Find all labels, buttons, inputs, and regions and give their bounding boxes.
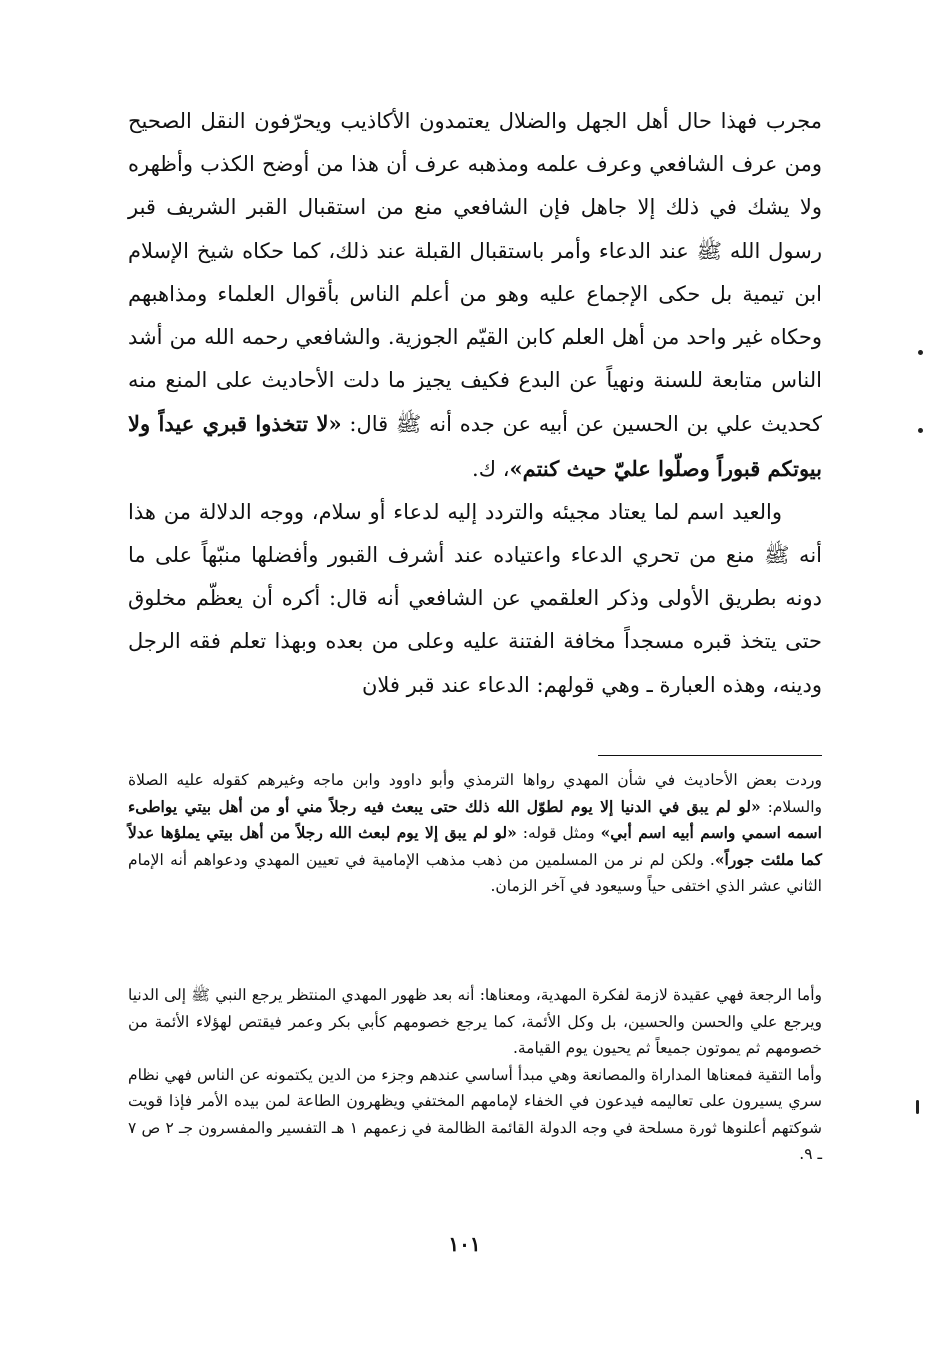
footnote-1-paragraph — [128, 767, 822, 900]
footnote-2-paragraph-1: وأما الرجعة فهي عقيدة لازمة لفكرة المهدية، ومعناها: أنه بعد ظهور المهدي المنتظر يرجع النبي ﷺ إلى الدنيا ويرجع علي والحسن والحسين، بل وكل الأئمة، كما يرجع خصومهم كأبي بكر وعمر فيقتص لهؤلاء الأئمة من خصومهم ثم يموتون جميعاً ثم يحيون يوم القيامة. — [128, 986, 822, 1057]
footnote-1 — [128, 767, 822, 900]
footnote-1-quote-2: «لو لم يبق إلا يوم لبعث الله رجلاً من أهل بيتي يملؤها عدلاً كما ملئت جوراً» — [128, 823, 822, 869]
scan-speck — [918, 428, 923, 433]
footnote-2 — [128, 982, 822, 1168]
footnote-2-paragraph-2: وأما التقية فمعناها المداراة والمصانعة وهي مبدأ أساسي عندهم وجزء من الدين يكتمونه عن الناس فهي نظام سري يسيرون على تعاليمه فيدعون في الخفاء لإمامهم المختفي ويظهرون الطاعة لمن بيده الأمر فإذا قويت شوكتهم أعلنوها ثورة مسلحة في وجه الدولة القائمة الظالمة في زعمهم ١ هـ التفسير والمفسرون جـ ٢ ص ٧ ـ ٩. — [128, 1065, 822, 1163]
scan-speck — [916, 1100, 919, 1114]
footnote-1-quote-1: «لو لم يبق في الدنيا إلا يوم لطوّل الله ذلك حتى يبعث فيه رجلاً مني أو من أهل بيتي يواطىء اسمه اسمي واسم أبيه اسم أبي» — [128, 796, 822, 842]
paragraph-1 — [128, 100, 822, 491]
footnote-1-text-c: . ولكن لم نر من المسلمين من ذهب مذهب الإمامية في تعيين المهدي ودعواهم أنه الإمام الثاني عشر الذي اختفى حياً وسيعود في آخر الزمان. — [128, 850, 822, 895]
paragraph-1-text: مجرب فهذا حال أهل الجهل والضلال يعتمدون الأكاذيب ويحرّفون النقل الصحيح ومن عرف الشافعي وعرف علمه ومذهبه عرف أن هذا من أوضح الكذب وأظهره ولا يشك في ذلك إلا جاهل فإن الشافعي منع من استقبال القبر الشريف قبر رسول الله ﷺ عند الدعاء وأمر باستقبال القبلة عند ذلك، كما حكاه شيخ الإسلام ابن تيمية بل حكى الإجماع عليه وهو من أعلم الناس بأقوال العلماء ومذاهبهم وحكاه غير واحد من أهل العلم كابن القيّم الجوزية. والشافعي رحمه الله من أشد الناس متابعة للسنة ونهياً عن البدع فكيف يجيز ما دلت الأحاديث على المنع منه كحديث علي بن الحسين عن أبيه عن جده أنه ﷺ قال: — [128, 109, 822, 437]
footnote-1-text-a: وردت بعض الأحاديث في شأن المهدي رواها الترمذي وأبو داوود وابن ماجه وغيرهم كقوله عليه الصلاة والسلام: — [128, 771, 822, 816]
paragraph-1-end: ، ك. — [472, 456, 510, 481]
main-text — [128, 100, 822, 707]
page-number: ١٠١ — [448, 1232, 481, 1256]
hadith-quote: «لا تتخذوا قبري عيداً ولا بيوتكم قبوراً وصلّوا عليّ حيث كنتم» — [128, 411, 822, 481]
footnote-1-text-b: ومثل قوله: — [522, 824, 595, 842]
scan-speck — [918, 350, 923, 355]
footnote-separator — [598, 755, 822, 756]
paragraph-2: والعيد اسم لما يعتاد مجيئه والتردد إليه لدعاء أو سلام، ووجه الدلالة من هذا أنه ﷺ منع من تحري الدعاء واعتياده عند أشرف القبور وأفضلها منبّهاً على ما دونه بطريق الأولى وذكر العلقمي عن الشافعي أنه قال: أكره أن يعظّم مخلوق حتى يتخذ قبره مسجداً مخافة الفتنة عليه وعلى من بعده وبهذا تعلم فقه الرجل ودينه، وهذه العبارة ـ وهي قولهم: الدعاء عند قبر فلان — [128, 499, 822, 697]
